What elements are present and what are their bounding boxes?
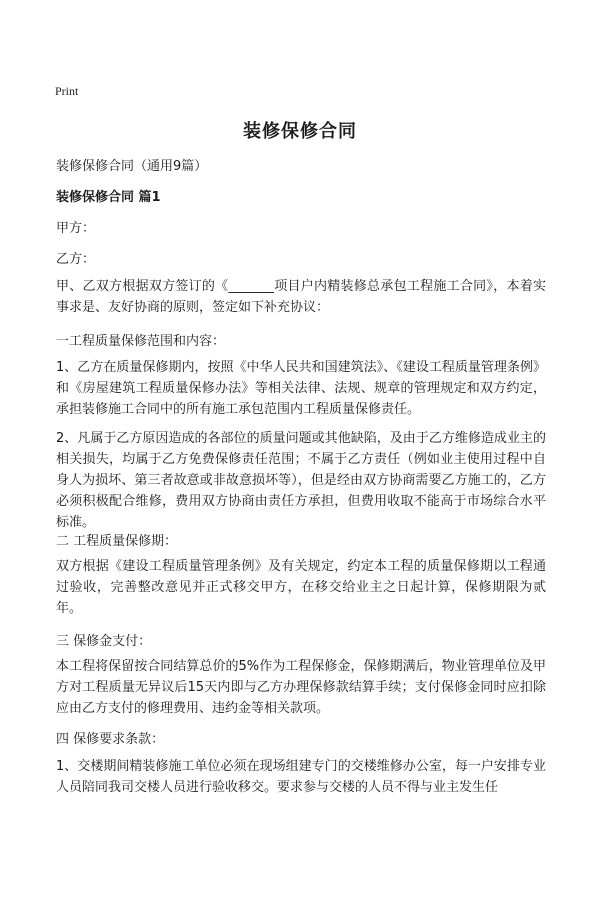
document-subtitle: 装修保修合同（通用9篇） — [56, 159, 208, 174]
section-heading-part1: 装修保修合同 篇1 — [56, 190, 161, 205]
print-label: Print — [55, 84, 79, 98]
section-4-paragraph-1: 1、交楼期间精装修施工单位必须在现场组建专门的交楼维修办公室，每一户安排专业人员陪同我司交楼人员进行验收移交。要求参与交楼的人员不得与业主发生任 — [56, 759, 546, 795]
section-1-paragraph-1: 1、乙方在质量保修期内，按照《中华人民共和国建筑法》、《建设工程质量管理条例》和《房屋建筑工程质量保修办法》等相关法律、法规、规章的管理规定和双方约定，承担装修施工合同中的所有施工承包范围内工程质量保修责任。 — [56, 360, 546, 417]
party-b-label: 乙方： — [56, 252, 96, 267]
section-1-paragraph-2: 2、凡属于乙方原因造成的各部位的质量问题或其他缺陷，及由于乙方维修造成业主的相关损失，均属于乙方免费保修责任范围；不属于乙方责任（例如业主使用过程中自身人为损坏、第三者故意或非故意损坏等），但是经由双方协商需要乙方施工的，乙方必须积极配合维修，费用双方协商由责任方承担，但费用收取不能高于市场综合水平标准。 — [56, 431, 546, 530]
section-1-heading: 一工程质量保修范围和内容： — [56, 334, 226, 349]
section-2-heading: 二 工程质量保修期： — [56, 534, 178, 549]
section-3-paragraph-1: 本工程将保留按合同结算总价的5%作为工程保修金，保修期满后，物业管理单位及甲方对工程质量无异议后15天内即与乙方办理保修款结算手续；支付保修金同时应扣除应由乙方支付的修理费用、违约金等相关款项。 — [56, 659, 546, 716]
intro-paragraph: 甲、乙双方根据双方签订的《_______项目户内精装修总承包工程施工合同》，本着实事求是、友好协商的原则，签定如下补充协议： — [56, 279, 546, 315]
page-title: 装修保修合同 — [243, 121, 357, 142]
party-a-label: 甲方： — [56, 221, 96, 236]
section-2-paragraph-1: 双方根据《建设工程质量管理条例》及有关规定，约定本工程的质量保修期以工程通过验收，完善整改意见并正式移交甲方，在移交给业主之日起计算，保修期限为贰年。 — [56, 559, 546, 616]
section-3-heading: 三 保修金支付： — [56, 634, 152, 649]
section-4-heading: 四 保修要求条款： — [56, 732, 165, 747]
